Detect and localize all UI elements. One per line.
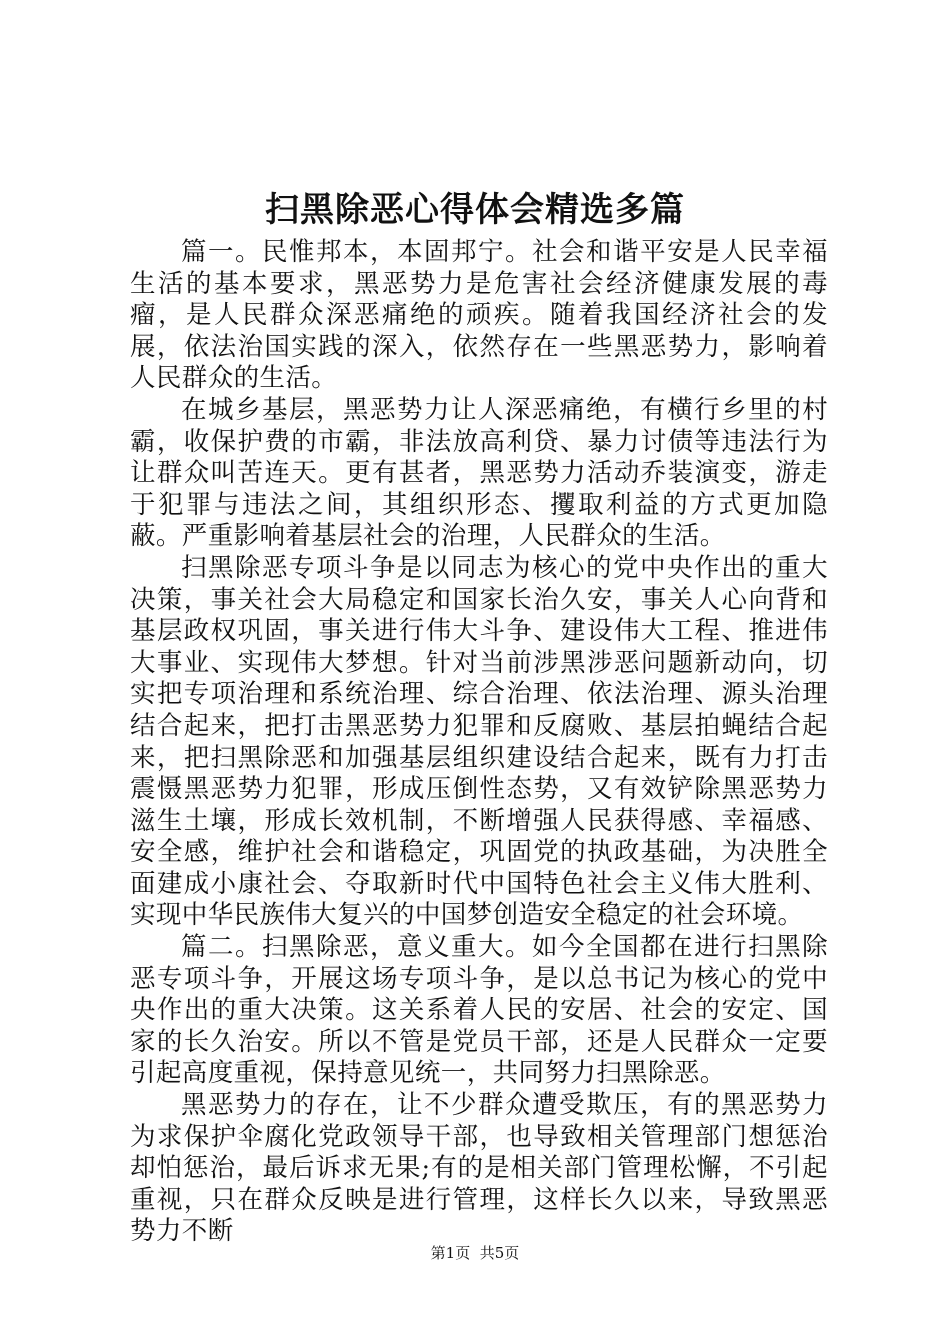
page-total: 共5页 [479, 1244, 520, 1262]
page-footer [0, 1243, 950, 1263]
paragraph-5: 黑恶势力的存在，让不少群众遭受欺压，有的黑恶势力为求保护伞腐化党政领导干部，也导致相关管理部门想惩治却怕惩治，最后诉求无果;有的是相关部门管理松懈，不引起重视，只在群众反映是进行管理，这样长久以来，导致黑恶势力不断 [130, 1090, 828, 1247]
paragraph-1: 篇一。民惟邦本，本固邦宁。社会和谐平安是人民幸福生活的基本要求，黑恶势力是危害社会经济健康发展的毒瘤，是人民群众深恶痛绝的顽疾。随着我国经济社会的发展，依法治国实践的深入，依然存在一些黑恶势力，影响着人民群众的生活。 [130, 237, 828, 394]
paragraph-4: 篇二。扫黑除恶，意义重大。如今全国都在进行扫黑除恶专项斗争，开展这场专项斗争，是以总书记为核心的党中央作出的重大决策。这关系着人民的安居、社会的安定、国家的长久治安。所以不管是党员干部，还是人民群众一定要引起高度重视，保持意见统一，共同努力扫黑除恶。 [130, 932, 828, 1089]
document-body [130, 237, 828, 1248]
paragraph-2: 在城乡基层，黑恶势力让人深恶痛绝，有横行乡里的村霸，收保护费的市霸，非法放高利贷、暴力讨债等违法行为让群众叫苦连天。更有甚者，黑恶势力活动乔装演变，游走于犯罪与违法之间，其组织形态、攫取利益的方式更加隐蔽。严重影响着基层社会的治理，人民群众的生活。 [130, 394, 828, 552]
paragraph-3: 扫黑除恶专项斗争是以同志为核心的党中央作出的重大决策，事关社会大局稳定和国家长治久安，事关人心向背和基层政权巩固，事关进行伟大斗争、建设伟大工程、推进伟大事业、实现伟大梦想。针对当前涉黑涉恶问题新动向，切实把专项治理和系统治理、综合治理、依法治理、源头治理结合起来，把打击黑恶势力犯罪和反腐败、基层拍蝇结合起来，把扫黑除恶和加强基层组织建设结合起来，既有力打击震慑黑恶势力犯罪，形成压倒性态势，又有效铲除黑恶势力滋生土壤，形成长效机制，不断增强人民获得感、幸福感、安全感，维护社会和谐稳定，巩固党的执政基础，为决胜全面建成小康社会、夺取新时代中国特色社会主义伟大胜利、实现中华民族伟大复兴的中国梦创造安全稳定的社会环境。 [130, 552, 828, 931]
page-current: 第1页 [430, 1244, 471, 1262]
document-title: 扫黑除恶心得体会精选多篇 [265, 190, 685, 230]
